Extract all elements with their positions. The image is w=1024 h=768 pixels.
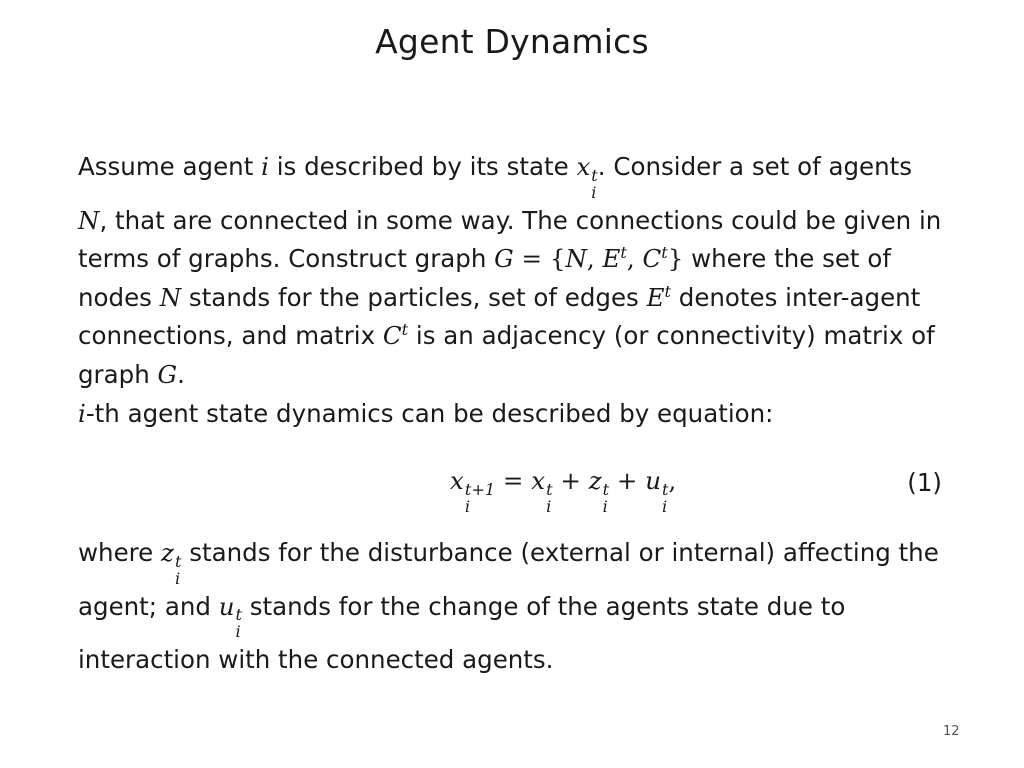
math-matrix-C: $C^t$ [382, 320, 409, 351]
paragraph-graph-definition: Assume agent i is described by its state x t i . Consider a set of agents N, that are connected in some way. The connections could be given in terms of graphs. Construct graph G = {N, $E^t$, $C^t$} where the set of nodes N stands for the particles, set of edges $E^t$ denotes inter-agent connections, and matrix $C^t$ is an adjacency (or connectivity) matrix of graph G. [78, 152, 942, 389]
paragraph-variable-explanation: where z t i stands for the disturbance (external or internal) affecting the agent; and u t i stands for the change of the agents state due to interaction with the connected agents. [78, 538, 939, 675]
math-var-i: i [261, 152, 269, 181]
math-x-i-t: x t i [576, 152, 598, 202]
math-set-N: N [78, 205, 100, 235]
math-edges-E: $E^t$ [646, 281, 671, 312]
equation-number: (1) [907, 468, 942, 497]
math-graph-definition: G = {N, $E^t$, $C^t$} [494, 243, 684, 274]
math-var-i: i [78, 399, 86, 428]
math-graph-G: G [157, 359, 178, 389]
equation-1 [78, 466, 948, 516]
slide-title: Agent Dynamics [375, 22, 649, 61]
paragraph-dynamics-intro: i-th agent state dynamics can be described by equation: [78, 399, 774, 428]
math-nodes-N: N [159, 282, 182, 312]
page-number: 12 [943, 724, 960, 739]
state-dynamics-equation: x t+1 i = x t i + z t i + u t i , [450, 466, 677, 516]
math-z-i-t: z t i [161, 538, 182, 588]
math-u-i-t: u t i [218, 591, 242, 642]
